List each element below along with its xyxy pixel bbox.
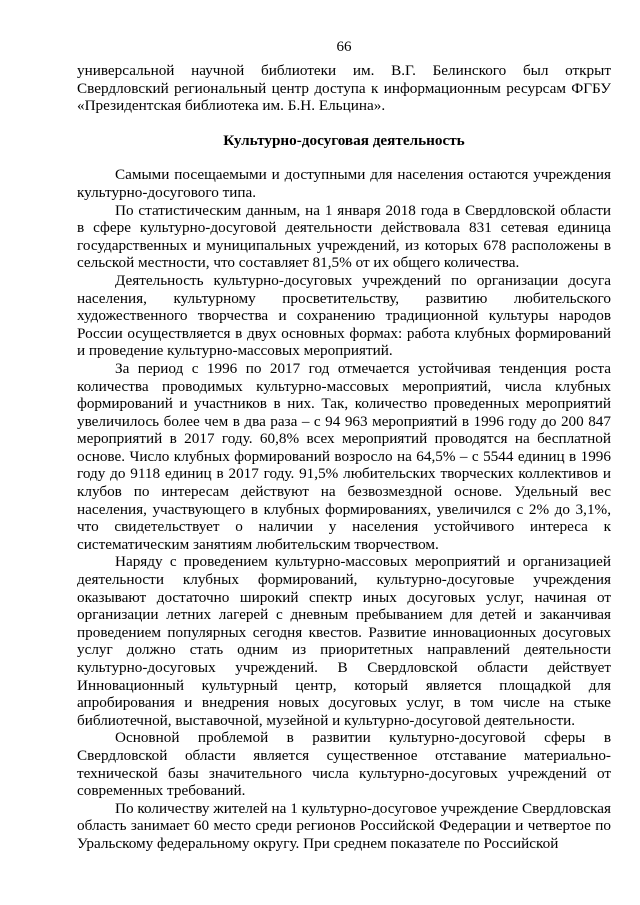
paragraph-2: По статистическим данным, на 1 января 2018 года в Свердловской области в сфере культурно-досуговой деятельности действовала 831 сетевая единица государственных и муниципальных учреждений, из которых 678 расположены в сельской местности, что составляет 81,5% от их общего количества. xyxy=(77,201,611,272)
paragraph-3: Деятельность культурно-досуговых учреждений по организации досуга населения, культурному просветительству, развитию любительского художественного творчества и сохранению традиционной культуры народов России осуществляется в двух основных формах: работа клубных формирований и проведение культурно-массовых мероприятий. xyxy=(77,271,611,360)
paragraph-4: За период с 1996 по 2017 год отмечается устойчивая тенденция роста количества проводимых культурно-массовых мероприятий, числа клубных формирований и участников в них. Так, количество проведенных мероприятий увеличилось более чем в два раза – с 94 963 мероприятий в 1996 году до 200 847 мероприятий в 2017 году. 60,8% всех мероприятий проводятся на бесплатной основе. Число клубных формирований возросло на 64,5% – с 5544 единиц в 1996 году до 9118 единиц в 2017 году. 91,5% любительских творческих коллективов и клубов по интересам действуют на безвозмездной основе. Удельный вес населения, участвующего в клубных формированиях, увеличился с 2% до 3,1%, что свидетельствует о наличии у населения устойчивого интереса к систематическим занятиям любительским творчеством. xyxy=(77,359,611,553)
page-number: 66 xyxy=(336,39,352,55)
paragraph-1: Самыми посещаемыми и доступными для населения остаются учреждения культурно-досугового типа. xyxy=(77,166,611,201)
intro-paragraph: универсальной научной библиотеки им. В.Г. Белинского был открыт Свердловский региональный центр доступа к информационным ресурсам ФГБУ «Президентская библиотека им. Б.Н. Ельцина». xyxy=(77,62,611,115)
document-page xyxy=(77,38,611,853)
paragraph-6: Основной проблемой в развитии культурно-досуговой сферы в Свердловской области является существенное отставание материально-технической базы значительного числа культурно-досуговых учреждений от современных требований. xyxy=(77,729,611,800)
paragraph-7: По количеству жителей на 1 культурно-досуговое учреждение Свердловская область занимает 60 место среди регионов Российской Федерации и четвертое по Уральскому федеральному округу. При среднем показателе по Российской xyxy=(77,799,611,852)
section-heading: Культурно-досуговая деятельность xyxy=(223,131,465,149)
paragraph-5: Наряду с проведением культурно-массовых мероприятий и организацией деятельности клубных формирований, культурно-досуговые учреждения оказывают достаточно широкий спектр иных досуговых услуг, начиная от организации летних лагерей с дневным пребыванием для детей и заканчивая проведением популярных сегодня квестов. Развитие инновационных досуговых услуг должно стать одним из приоритетных направлений деятельности культурно-досуговых учреждений. В Свердловской области действует Инновационный культурный центр, который является площадкой для апробирования и внедрения новых досуговых услуг, в том числе на стыке библиотечной, выставочной, музейной и культурно-досуговой деятельности. xyxy=(77,553,611,729)
